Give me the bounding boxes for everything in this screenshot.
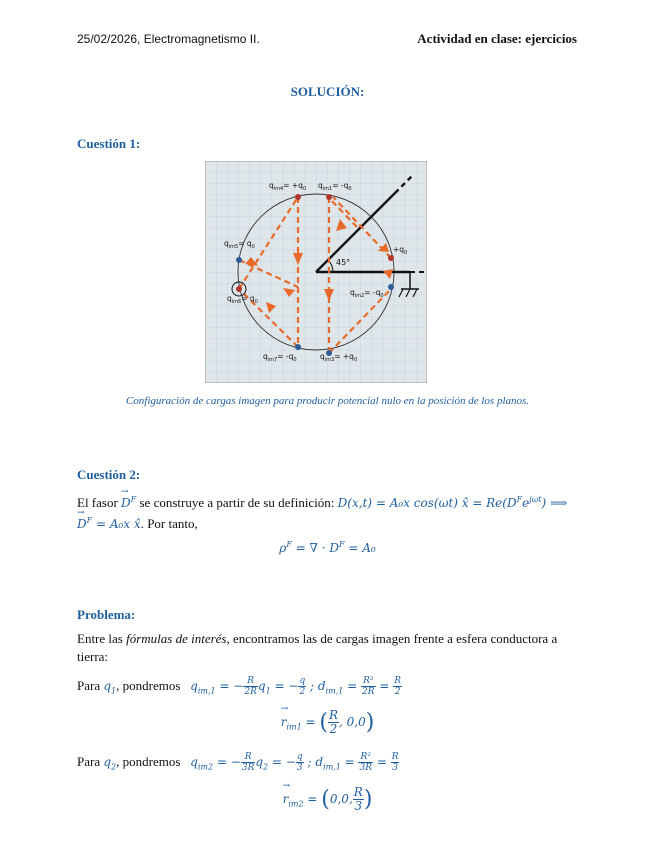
- label-im4: $q_{im4}= +q_0$: [269, 181, 307, 192]
- charge-source: [388, 255, 394, 261]
- charge-im6: [236, 286, 242, 292]
- eq-rho: $\rho^F$ = ∇ · $D^F = A_0$: [279, 540, 376, 555]
- cuestion1-heading: Cuestión 1:: [77, 136, 141, 151]
- header-activity: Actividad en clase: ejercicios: [417, 31, 577, 46]
- label-im7: $q_{im7}= -q_0$: [263, 352, 297, 363]
- charge-im3: [326, 350, 332, 356]
- label-im3: $q_{im3}= +q_0$: [320, 352, 358, 363]
- charge-im7: [295, 344, 301, 350]
- figure-caption: Configuración de cargas imagen para producir potencial nulo en la posición de los planos.: [125, 395, 530, 407]
- angle-label: 45°: [336, 258, 351, 267]
- eq-definition: D(x,t) = A₀x cos(ωt) x̂ = $Re(D^Fe^{j\omega t})$ ⟹: [337, 495, 568, 510]
- eq-qim2: $q_{im2}$ = − $\frac{R}{3R}$ $q_2$ = − $\frac{q}{3}$ ; $d_{im,1}$ = $\frac{\text{R²}}{3R}$ = $\frac{R}{3}$: [190, 752, 399, 773]
- problema-intro: Entre las fórmulas de interés, encontramos las de cargas imagen frente a esfera conductora a tierra:: [77, 631, 558, 664]
- text-fasor: El fasor: [77, 495, 122, 510]
- charge-im2: [388, 284, 394, 290]
- label-im5: $q_{im5}= q_0$: [224, 239, 255, 250]
- eq-rim1: → $r_{im1}$ = ( $\frac{R}{2}$ , 0,0): [0, 709, 655, 736]
- problema-q2: Para $q_2$, pondremos $q_{im2}$ = − $\frac{R}{3R}$ $q_2$ = − $\frac{q}{3}$ ; $d_{im,1}$ = $\frac{\text{R²}}{3R}$ = $\frac{R}{3}$: [77, 752, 399, 773]
- problema-q1: Para $q_1$, pondremos $q_{im,1}$ = − $\frac{R}{2R}$ $q_1$ = − $\frac{q}{2}$ ; $d_{im,1}$ = $\frac{\text{R²}}{2R}$ = $\frac{R}{2}$: [77, 676, 402, 697]
- charge-im1: [326, 194, 332, 200]
- cuestion2-line1: El fasor → $D^F$ se construye a partir de su definición: D(x,t) = A₀x cos(ωt) x̂ = $Re(D^Fe^{j\omega t})$ ⟹: [77, 491, 577, 512]
- cuestion2-heading: Cuestión 2:: [77, 467, 141, 482]
- label-im6: $q_{im6}= q_0$: [227, 294, 258, 305]
- text-definicion: se construye a partir de su definición:: [136, 495, 338, 510]
- image-charges-figure: [205, 161, 427, 383]
- eq-qim1: $q_{im,1}$ = − $\frac{R}{2R}$ $q_1$ = − $\frac{q}{2}$ ; $d_{im,1}$ = $\frac{\text{R²}}{2R}$ = $\frac{R}{2}$: [190, 676, 402, 697]
- label-source: $+q_0$: [393, 245, 408, 256]
- page-title: SOLUCIÓN:: [290, 84, 365, 99]
- eq-rim2: → $r_{im2} = (0,0$, $\frac{R}{3}$ ): [0, 786, 655, 813]
- header-date-course: 25/02/2026, Electromagnetismo II.: [77, 32, 260, 46]
- problema-heading: Problema:: [77, 607, 136, 622]
- label-im2: $q_{im2}= -q_0$: [350, 288, 384, 299]
- charge-im4: [295, 194, 301, 200]
- cuestion2-line2: → $D^F = A_0x$ x̂. Por tanto,: [77, 512, 198, 533]
- label-im1: $q_{im1}= -q_0$: [318, 181, 352, 192]
- charge-im5: [236, 257, 242, 263]
